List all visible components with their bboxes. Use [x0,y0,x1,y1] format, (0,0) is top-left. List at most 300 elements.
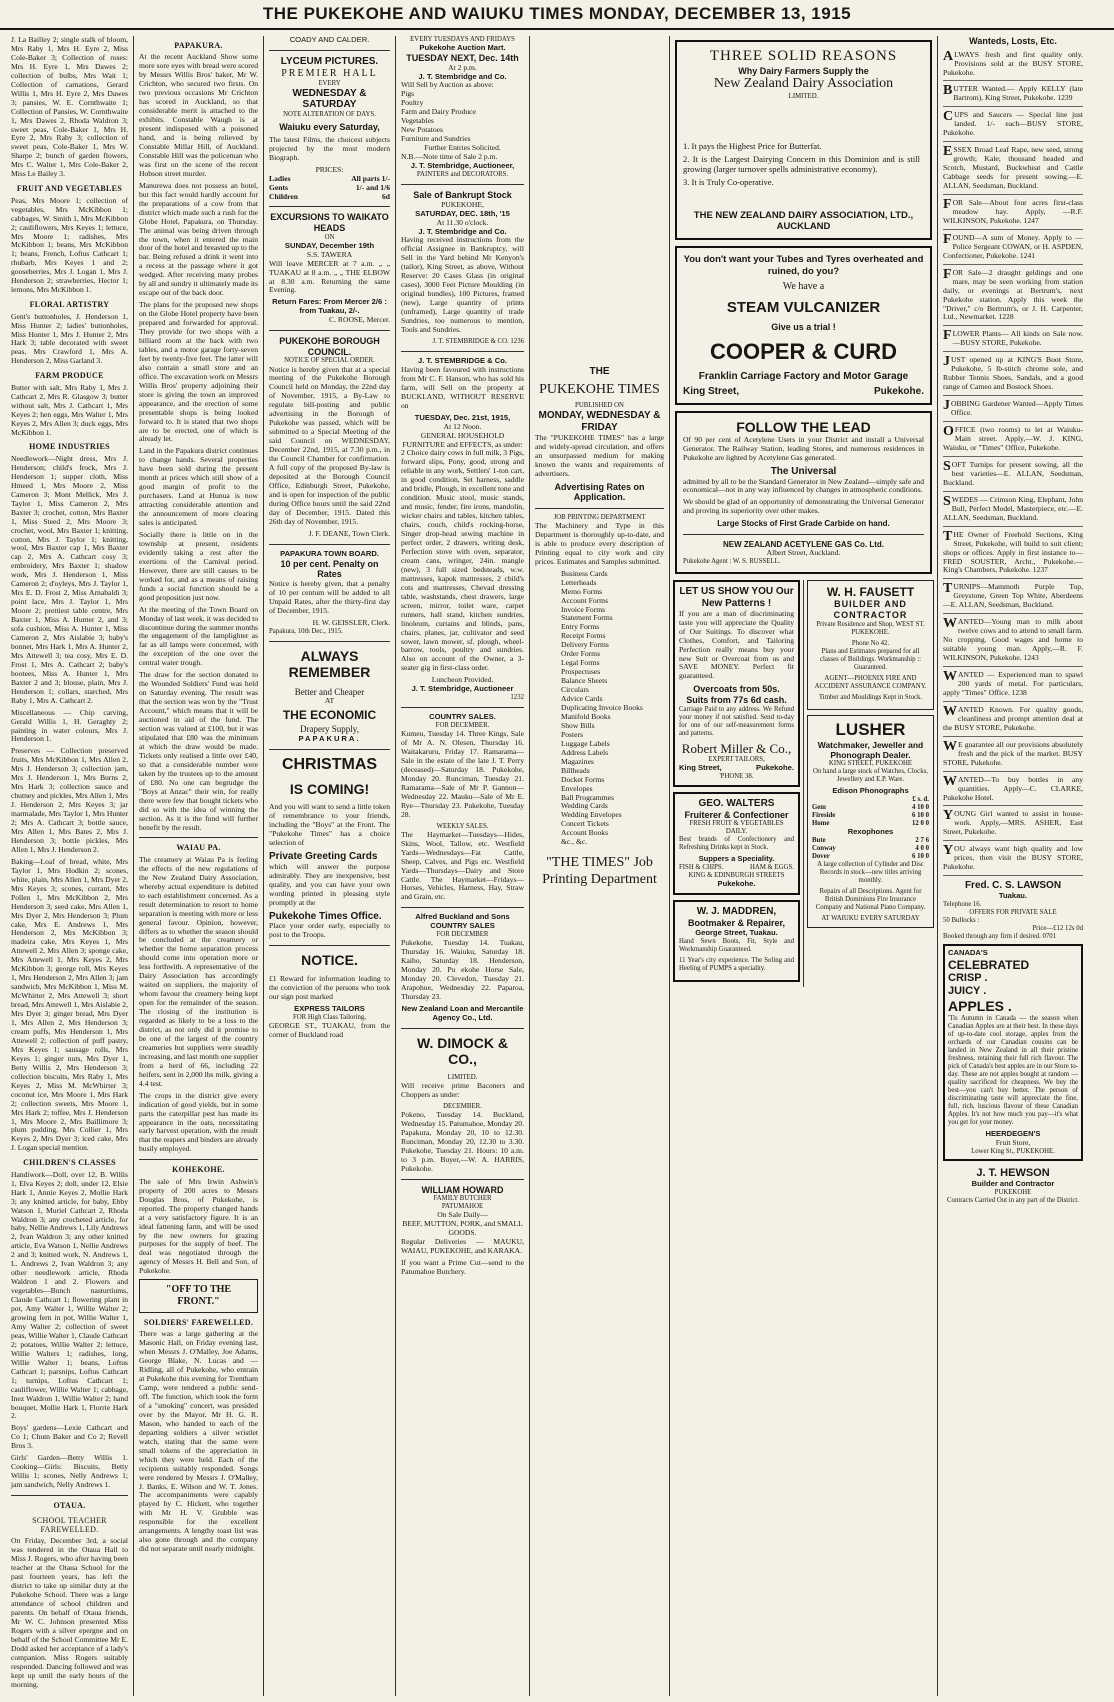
reason-3: 3. It is Truly Co-operative. [683,176,774,187]
masthead-title: THE PUKEKOHE AND WAIUKU TIMES MONDAY, DECEMBER 13, 1915 [262,3,852,23]
penalty-sign: H. W. GEISSLER, Clerk. [312,617,390,627]
column-notices-1 [264,36,396,1696]
give-trial: Give us a trial ! [771,322,836,333]
divider [139,837,258,838]
lyceum-title: LYCEUM PICTURES. [280,55,379,67]
excursions-on: ON [324,233,335,241]
list-item: Poultry [401,98,424,108]
list-item: TURNIPS—Mammoth Purple Top, Greystone, Green Top White, Aberdeens—E. ALLAN, Seedsman, Buckland. [943,583,1083,614]
phonograph-prices [812,796,929,828]
divider [401,907,524,908]
follow-body: Of 90 per cent of Acetylene Users in your District and install a Universal Generator. The Railway Station, leading Stores, and numerous residences in Pukekohe are lighted by Acetylene Gas generated. [683,434,924,462]
list-item: Wedding Envelopes [561,810,622,820]
follow-lead-box [675,411,932,574]
price-row: Ladies All parts 1/- [269,173,390,183]
cooper-question: You don't want your Tubes and Tyres overheated and ruined, do you? [683,254,924,277]
price-row: Conway 4 0 0 [812,844,929,852]
lawson-name: Fred. C. S. LAWSON [964,880,1062,892]
rexophones-title: Rexophones [847,826,894,836]
divider [401,1028,524,1029]
waiau-para-2: The crops in the district give every indication of good yields, but in some parts the caterpillar pest has made its appearance in the oats, necessitating early harvest operation, with the result that the reapers and binders are already busily employed. [139,1090,258,1154]
letus-title: LET US SHOW YOU Our New Patterns ! [679,586,794,609]
list-item: THE Owner of Freehold Sections, King Street, Pukekohe, will build to suit client; shops or offices. Apply in first instance to—FRED SOUSTER, Archt., Pukekohe.—King's Chambers, Pukekohe. 1237 [943,531,1083,580]
penalty-heading: 10 per cent. Penalty on Rates [280,558,379,580]
maddren-ad [673,900,800,981]
stembridge-3: J. T. STEMBRIDGE & Co. [417,355,508,365]
christmas-body: And you will want to send a little token of remembrance to your friends, including the "Boys" at the Front. The "Pukekohe Times" has a choice selection of [269,802,390,848]
price-row: Home 12 0 0 [812,819,929,827]
lusher-waiuku: AT WAIUKU EVERY SATURDAY [821,914,920,922]
juicy-label: JUICY . [948,985,987,998]
list-item: Ball Programmes [561,792,614,802]
fruit-results: Peas, Mrs Moore 1; collection of vegetables, Mrs McKibbon 1; cabbages, W. Smith 1, Mrs McKibbon 2; cauliflowers, Mrs Keyes 1; lettuce, Mrs Moore 1; radishes, Mrs McKibbon 1; beans, Mrs McKibbon 1; beans, French, Loftus Cathcart 1; rhubarb, Mrs Keyes 1 and 2; gooseberries, Mrs J. Logan 1, Mrs J. Henderson 2; strawberries, Hector 1; lemons, Mrs McKibbon 1. [11,195,128,295]
economic-title: THE ECONOMIC [282,708,377,723]
misc-results: Miscellaneous — Chip carving, Gerald Willis 1, H. Geraghty 2; painting in water colours, Mrs J. Henderson 1. [11,707,128,744]
sale-daily: On Sale Daily— [437,1210,488,1220]
booked: Booked through any firm if desired. 0701 [943,933,1057,940]
newspaper-page [6,36,1108,1696]
nzda-ltd: LIMITED. [788,92,819,100]
list-item: FOUND—A sum of Money. Apply to — Police Sergeant COWAN, or H. ASPDEN, Confectioner, Pukekohe. 1241 [943,234,1083,265]
lusher-repairs: Repairs of all Descriptions. Agent for British Dominions Fire Insurance Company and National Piano Company. [815,887,926,911]
the-label: THE [589,366,610,377]
published-on: PUBLISHED ON [575,402,624,410]
fausett-phone: Phone No 42. [851,639,890,647]
list-item: Entry Forms [561,622,600,632]
list-item: Envelopes [561,783,593,793]
floral-results: Gent's buttonholes, J. Henderson 1, Miss Hunter 2; ladies' buttonholes, Miss Hunter 1, Mrs J. Hunter 2, Mrs Hark 3; table decorated with sweet peas, Mrs Crawford 1, Mrs A. Henderson 2, Miss Garland 3. [11,311,128,366]
fruit-heading: FRUIT AND VEGETABLES [16,184,123,194]
dimock-title: W. DIMOCK & CO., [417,1034,508,1068]
divider [269,206,390,207]
borough-sub: NOTICE OF SPECIAL ORDER. [284,357,375,365]
cooper-street: King Street, [683,385,740,397]
floral-heading: FLORAL ARTISTRY [29,300,110,310]
list-item: Account Books [561,828,609,838]
nzda-name: New Zealand Dairy Association [713,76,894,92]
divider [269,50,390,51]
left-lower-ads [670,580,804,987]
list-item: Duplicating Invoice Books [561,702,643,712]
borough-heading: PUKEKOHE BOROUGH COUNCIL. [279,336,380,357]
farm-sale-time: At 12 Noon. [443,421,482,431]
lusher-addr: KING STREET, PUKEKOHE [828,759,913,767]
reasons-list [683,141,924,190]
list-item: Pigs [401,89,415,99]
miller-phone: 'PHONE 38. [719,772,754,780]
kohekohe-heading: KOHEKOHE. [172,1165,225,1175]
price-row: Gents 1/- and 1/6 [269,182,390,192]
list-item: Balance Sheets [561,676,608,686]
canada-label: CANADA'S [948,948,988,958]
divider [401,1179,524,1180]
adv-rates: Advertising Rates on Application. [554,481,645,503]
walters-items [679,864,794,872]
acetylene-agent: Pukekohe Agent : W. S. RUSSELL. [683,558,781,566]
divider [683,534,924,535]
reason-1: 1. It pays the Highest Price for Butterfat. [683,140,822,151]
wanteds-list [943,48,1083,877]
list-item: CUPS and Saucers — Special line just landed. 1/- each—BUSY STORE, Pukekohe. [943,111,1083,142]
weekly-sales: WEEKLY SALES. [436,822,489,830]
maddren-trade: Bootmaker & Repairer, [687,918,786,929]
apples-label: APPLES . [948,998,1012,1015]
divider [269,641,390,642]
soldiers-article: There was a large gathering at the Masonic Hall, on Friday evening last, when Messrs J. O'Malley, Joe Adams, George Blake, N. Lucas and — Ridling, all of Pukekohe, who entrain at Pukekohe this evening for Trentham Camp, were tendered a public send-off. The function, which took the form of a "smoking" concert, was presided over by the Mayor, Mr H. G. R. Mason, who handed to each of the departing soldiers a silver wristlet watch, stating that the same were small tokens of the appreciation in which they were held. Each of the recipients suitably responded. Songs were rendered by Messrs J. O'Malley, J. Banks, E. Wilson and W. T. Jones. The accompaniments were capably played by C. Hickett, who together with Mr H. V. Grubble was responsible for the excellent arrangements. A lengthy toast list was also gone through and the company did not separate until nearly midnight. [139,1329,258,1554]
lusher-stock: On hand a large stock of Watches, Clocks, Jewellery and E.P. Ware. [813,767,928,783]
job-heading: JOB PRINTING DEPARTMENT [553,513,646,521]
list-item: Statement Forms [561,613,613,623]
cooper-address [683,386,924,398]
farm-sale-body: Having been favoured with instructions from Mr C. F. Hanson, who has sold his farm, will Sell on the property at BUCKLAND, WITHOUT RESERVE on [401,364,524,410]
notice-body: £1 Reward for information leading to the conviction of the persons who took our sign post marked [269,973,390,1001]
price-row: Dover 6 10 0 [812,852,929,860]
borough-body: Notice is hereby given that at a special meeting of the Pukekohe Borough Council held on Monday, the 22nd day of November, 1915, a By-Law to regulate bill-posting and public advertising in the Borough of Pukekohe was passed, which will be submitted to a Special Meeting of the said Council on WEDNESDAY, December 22nd, 1915, at 7.30 p.m., in the Council Chamber for confirmation. A full copy of the proposed By-law is deposited at the Borough Council Office, Edinburgh Street, Pukekohe, and is open for inspection of the public during Office hours until the said 22nd day of December, 1915. Dated this 26th day of November, 1915. [269,364,390,526]
penalty-body: Notice is hereby given, that a penalty of 10 per centum will be added to all Unpaid Rates, after the thirty-first day of December, 1915. [269,578,390,615]
will-sell: Will Sell by Auction as above: [401,80,494,90]
fish-chips: FISH & CHIPS. [679,864,724,872]
coady-calder: COADY AND CALDER. [289,36,370,44]
follow-body-2: admitted by all to be the Standard Generator in New Zealand—simply safe and economical—not in any way influenced by changes in atmospheric conditions. [683,476,924,495]
list-item: SOFT Turnips for present sowing, all the best varieties—E. ALLAN, Seedsman, Buckland. [943,461,1083,492]
home-results: Needlework—Night dress, Mrs J. Henderson; child's frock, Mrs J. Henderson 1; supper cloth, Miss Hmeed 1, Mrs Moore 2, Miss Cameron 3; Mont Mellick, Mrs J. Taylor 1, Miss Cameron 2, Mrs Baxter 3; crochet, cotton, Mrs Baxter 1, Miss Steed 2, Mrs Moore 3; crochet, wool, Mrs Baxter 1; knitting, cotton, Mrs J. Taylor 1; knitting, wool, Mrs Baxter cap 1, Mrs Baxter cap 2, Mrs A. Cathcart cosy 3; embroidery, Mrs Baxter 1; shadow work, Mrs J. Henderson 1, Miss Cameron 2; d'oyleys, Mrs J. Taylor 1, Mrs E. D. Frost 2, Miss Arnabaldi 3; point lace, Mrs J. Taylor 1, Mrs Moore 2; prettiest table centre, Mrs Baxter 1, Miss A. Hunter 2, and 3; sofa cushion, Miss A. Hunter 1, Miss Cameron 2, Mrs Aislabie 3; baby's bonnet, Mrs Hark 1, Mrs A. Hunter 2, Mrs Attewell 3; tea cosy, Mrs E. D. Frost 1, Mrs A. Cathcart 2; baby's bootees, Miss A. Hunter 1, Mrs Baxter 2 and 3; blouse, plain, Mrs J. Henderson 1; collars, starched, Mrs Raby 1, Mrs A. Cathcart 2. [11,453,128,705]
children-results: Handiwork—Doll, over 12, B. Willis 1, Elva Keyes 2; doll, under 12, Elsie Hark 1, Annie Keyes 2, Mollie Hark 3; any knitted article, for baby, Ebby Watson 1, Muriel Cathcart 2, Rhoda Waldron 3; any crocheted article, for baby, Nellie Andrews 1, Lily Andrews 2, Ivan Waldron 3; any other knitted article, Eva Watson 1, Nellie Andrews 2 and 3; knitted work, N. Andrews 1, L. Andrews 2, Ivan Waldron 3; any other needlework article, Rhoda Waldron 1 and 2. Flowers and vegetables—Bunch nasturtiums, Claude Cathcart 1; flowering plant in pot, Amy Walter 1, Willie Walter 2; growing fern in pot, Willie Walter 1, Amy Walter 2; collection of sweet peas, Willie Walter 1, Claude Cathcart 2; potatoes, Willie Walter 2; lettuce, Willie Walters 1; radishes, long, Willie Walter 1; beans, Loftus Cathcart 1; parsnips, Loftus Cathcart 1; turnips, Loftus Cathcart 1; cauliflower, Willie Walter 1; cabbage, Inez Waldron 1, Willie Walter 2; hand bouquet, Mollie Hark 1, Florrie Hark 2. [11,1169,128,1421]
borough-sign: J. F. DEANE, Town Clerk. [308,528,390,538]
list-item: WE guarantee all our provisions absolutely fresh and the pick of the market. BUSY STORE, Pukekohe. [943,741,1083,772]
list-item: Invoice Forms [561,604,606,614]
celebrated-label: CELEBRATED [948,957,1030,972]
lusher-trade: Watchmaker, Jeweller and Phonograph Dealer. [817,739,924,760]
walters-name: GEO. WALTERS [698,797,775,809]
list-item: Furniture and Sundries [401,134,471,144]
list-item: Vegetables [401,116,434,126]
column-district-news [134,36,264,1696]
papakura-para-2: Manurewa does not possess an hotel, but this fact would hardly account for the preparations of a cow from that district which made such a rush for the Globe Hotel, Papakura, on Thursday. The animal was being driven through the town, when it entered the main door of the hotel and breasted up to the bar. Being refused a drink it went into a recess at the passage where it got wedged. After receiving many probes by all and sundry it ultimately made its escape out of the back door. [139,180,258,298]
list-item: Docket Forms [561,774,605,784]
divider [401,707,524,708]
general-body: 2 Choice dairy cows in full milk, 3 Pigs, forward slips, Pony, good, strong and reliable in any work, Settlers' 1-ton cart, in good condition, Set harness, saddle and bridle, Plough, in excellent tone and condition. Music stool, music stands, and music, fender, fire irons, mandolin, wicker chairs and tables, kitchen tables, chairs, couch, child's rocking-horse, Singer drop-head sewing machine in perfect order, 2 drawers, writing desk, Perfection stove with oven, separator, cream cans, wringer, 24in. mangle (new), 3 full sized bedsteads, w.w. mattresses, kapok mattresses, 2 child's cots and mattresses, Chevad dressing table, washstands, chest drawers, large screen, mirror, toilet ware, carpet runners, hall stand, kitchen sundries, linoleum, curtains and blinds, pans, chairs, planes, jar, cultivator and seed sower, lawn mower, sf. plough, wheel-barrow, tools, poultry and sundries. Also on account of the Owner, a 3-seater gig in first-class order. [401,448,524,673]
list-item: OFFICE (two rooms) to let at Waiuku-Main street. Apply,—W. J. KING, Waiuku, or "Times" Office, Pukekohe. [943,426,1083,457]
list-item: Prospectuses [561,667,601,677]
auctioneer-1: J. T. Stembridge, Auctioneer, [410,161,515,171]
children-heading: CHILDREN'S CLASSES [23,1158,116,1168]
heerdegen: HEERDEGEN'S [985,1128,1041,1138]
prime-cut: If you want a Prime Cut—send to the Patumahoe Butchery. [401,1257,524,1276]
steam-vulcanizer: STEAM VULCANIZER [726,298,881,316]
walters-corner: KING & EDINBURGH STREETS [688,872,785,880]
papakura-heading: PAPAKURA. [174,41,223,50]
dimock-body: Will receive prime Baconers and Choppers as under: [401,1080,524,1099]
at-2pm: At 2 p.m. [448,62,477,72]
farm-heading: FARM PRODUCE [35,371,104,381]
carriage-paid: Carriage Paid to any address. We Refund your money if not satisfied. Send to-day for one of our self-measurement forms and patterns. [679,705,794,737]
country-sales-list: Kumeu, Tuesday 14. Three Kings, Sale of Mr A. N. Olesen, Thursday 16. Waitakaruru, Friday 17. Ramarama—Sale in the estate of the late J. T. Perry (deceased)—Saturday 18. Pukekohe, Monday 20. Runciman, Tuesday 21. Ramarama—Sale of Mr P. Gannon—Wednesday 22. Mauku—Sale of Mr E. Rye—Thursday 23. Pukekohe, Tuesday 28. [401,729,524,819]
list-item: Farm and Dairy Produce [401,107,476,117]
reasons-text [683,141,924,190]
bullocks-price: Price—£12 12s 0d [1032,924,1083,932]
miller-ad [673,580,800,787]
for-december-2: FOR DECEMBER [436,931,489,939]
excursions-body: Will leave MERCER at 7 a.m. „ „ TUAKAU at 8 a.m. „ „ THE ELBOW at 8.30 a.m. Returning the same Evening. [269,258,390,295]
list-item: YOUNG Girl wanted to assist in house-work. Apply,—MRS. ASHER, East Street, Pukekohe. [943,810,1083,841]
lawson-town: Tuakau. [998,890,1028,900]
lower-king: Lower King St., PUKEKOHE. [971,1147,1055,1155]
regular-deliveries: Regular Deliveries — MAUKU, WAIAU, PUKEKOHE, and KARAKA. [401,1237,524,1255]
lower-ads-row [670,580,937,987]
divider [11,1495,128,1496]
divider [269,749,390,750]
bankrupt-town: PUKEKOHE, [441,199,484,209]
robert-miller: Robert Miller & Co., [681,740,792,756]
three-reasons-ad [670,36,937,574]
three-reasons-sub: Why Dairy Farmers Supply the [738,65,869,76]
auction-items [401,90,524,144]
office-body: Place your order early, especially to post to the Troops. [269,921,390,940]
price-header: £ s. d. [912,795,929,803]
acetylene-co: NEW ZEALAND ACETYLENE GAS Co. Ltd. [722,539,885,549]
dimock-limited: LIMITED. [447,1073,478,1081]
column-times-ad [530,36,670,1696]
maddren-name: W. J. MADDREN, [696,906,777,918]
country-sales-heading: COUNTRY SALES. [429,712,496,722]
girls-garden: Girls' Garden—Betty Willis 1. Cooking—Girls: Biscuits, Betty Willis 1; scones, Nelly Andrews 1; jam sandwich, Nelly Andrews 1. [11,1453,128,1490]
cooper-factory: Franklin Carriage Factory and Motor Garage [698,370,909,382]
lusher-ad [807,715,934,928]
fausett-ad [807,580,934,710]
results-intro: J. La Bailley 2; single stalk of bloom, Mrs Raby 1, Mrs H. Eyre 2, Miss Cole-Baker 3; Collection of roses: Mrs H. Eyre 1, Mrs Dawes 2; collection of bulbs, Mrs Wait 1; Collection of carnations, Gerard Willis 1, Mrs H. Eyre 2, Mrs Dawes 3; pansies, W. E. Cornthwaite 1; Collection of Pansies, W. Cornthwaite 1, Mrs Dawes 2, Rhoda Waldron 3; sweet peas, Cole-Baker 1, Mrs H. Eyre 2, Mrs Raby 3; collection of sweet peas, Cole-Baker 1, Mrs W. Sharpe 2; bunch of garden flowers, Mrs C. Walter 1, Mrs Cole-Baker 2, Miss Le Bailey 3. [11,36,128,179]
list-item: Circulars [561,685,589,695]
papakura-para-5: Socially there is little on in the township at present, residents evidently taking a rest after the exertions of the Carnival period. However, there are still causes to be worked for, and as a means of raising funds a social function should be a good proposition just now. [139,530,258,602]
auction-mart: Pukekohe Auction Mart. [419,43,506,53]
three-reasons-title: THREE SOLID REASONS [709,48,898,64]
weekly-sales-list: The Haymarket—Tuesdays—Hides, Skins, Wool, Tallow, etc. Westfield Yards—Wednesdays—Fat Cattle, Sheep, Calves, and Pigs etc. Westfield Yards—Thursdays—Dairy and Store Cattle. The Haymarket—Fridays—Horses, Vehicles, Harness, Hay, Straw and Grain, etc. [401,829,524,902]
divider [139,1159,258,1160]
price-row: Fireside 6 10 0 [812,811,929,819]
better-cheaper: Better and Cheaper [294,686,365,697]
howard-name: WILLIAM HOWARD [421,1184,504,1195]
list-item: JOBBING Gardener Wanted—Apply Times Office. [943,400,1083,422]
home-heading: HOME INDUSTRIES [29,442,110,452]
list-item: YOU always want high quality and low prices, then visit the BUSY STORE, Pukekohe. [943,845,1083,876]
premier-hall: PREMIER HALL [281,67,378,79]
divider [269,544,390,545]
follow-title: FOLLOW THE LEAD [736,419,871,436]
hewson-body: Contracts Carried Out in any part of the District. [947,1196,1079,1204]
drapery-supply: Drapery Supply, [300,724,359,735]
excursions-date: SUNDAY, December 19th [284,240,375,250]
list-item: JUST opened up at KING'S Boot Store, Pukekohe, 5 lb-stitch chrome sole, and Rubber Tennis Shoes, Sandals, and a good range of Cameo and Bostock Shoes. [943,356,1083,396]
miller-town: Pukekohe. [756,763,794,773]
list-item: Show Bills [561,720,595,730]
divider [269,330,390,331]
country-sales-2: COUNTRY SALES [430,921,495,931]
nzda-footer: THE NEW ZEALAND DAIRY ASSOCIATION, LTD., AUCKLAND [693,209,914,233]
price-row: Children 6d [269,191,390,201]
soldiers-heading: SOLDIERS' FAREWELLED. [143,1317,254,1327]
sale-items: BEEF, MUTTON, PORK, and SMALL GOODS. [402,1219,523,1238]
films-desc: The latest Films, the choicest subjects projected by the most modern Biograph. [269,134,390,162]
general-furniture: GENERAL HOUSEHOLD FURNITURE and EFFECTS, as under: [402,430,523,449]
papakura-board: PAPAKURA TOWN BOARD. [280,548,379,558]
further-entries: Further Entries Solicited. [424,143,501,153]
walters-town: Pukekohe. [717,879,756,889]
note-alteration: NOTE ALTERATION OF DAYS. [283,111,376,119]
list-item: WANTED — Experienced man to spawl 200 yards of metal. For particulars, apply "Times" Office. 1238 [943,671,1083,702]
nb-note: N.B.—Note time of Sale 2 p.m. [401,152,498,162]
universal-title: The Universal [770,465,837,477]
every-tues-fri: EVERY TUESDAYS AND FRIDAYS [410,36,515,43]
crisp-label: CRISP . [948,972,988,985]
walters-trade: Fruiterer & Confectioner [684,809,789,820]
cooper-town: Pukekohe. [873,385,924,397]
bankrupt-time: At 11.30 o'clock. [436,217,489,227]
lusher-records: A large collection of Cylinder and Disc Records in stock—new titles arriving monthly. [817,860,924,884]
off-to-front-box: "OFF TO THE FRONT." [139,1279,258,1313]
miller-street: King Street, [679,763,722,773]
auctioneer-num: 1232 [510,694,524,702]
list-item: WANTED—Young man to milk about twelve cows and to attend to small farm. No cropping. Good wages and home to suitable young man. Apply,—R. F. WILKINSON, Pukekohe. 1243 [943,618,1083,667]
list-item: Wedding Cards [561,801,608,811]
alfred-buckland: Alfred Buckland and Sons [415,912,510,922]
list-item: Manifold Books [561,711,611,721]
list-item: Advice Cards [561,694,603,704]
list-item: Posters [561,729,583,739]
fausett-timber: Timber and Mouldings Kept in Stock. [818,693,923,701]
lusher-name: LUSHER [835,719,906,739]
cooper-curd-title: COOPER & CURD [709,338,897,364]
list-item: New Potatoes [401,125,443,135]
times-job-dept: "THE TIMES" Job Printing Department [542,855,657,887]
stembridge-1: J. T. Stembridge and Co. [418,71,507,81]
lawson-tele: Telephone 16. [943,900,982,908]
bullocks: 50 Bullocks : [943,916,980,924]
express-sub: FOR High Class Tailoring, [292,1013,367,1021]
right-lower-ads [804,580,937,987]
stembridge-2: J. T. Stembridge and Co. [418,226,507,236]
waiau-heading: WAIAU PA. [176,843,221,853]
papakura-town: PAPAKURA. [298,733,361,743]
bankrupt-date: SATURDAY, DEC. 18th, '15 [415,208,510,218]
prices-table [269,175,390,202]
farm-sale-date: TUESDAY, Dec. 21st, 1915, [414,412,511,422]
painters: PAINTERS and DECORATORS. [416,171,509,179]
walters-suppers: Suppers a Speciality. [698,854,775,864]
rexophone-prices [812,837,929,861]
kohekohe-article: The sale of Mrs Irwin Ashwin's property of 200 acres to Messrs Douglas Bros, of Pukekohe, is reported. The property changed hands at a very satisfactory figure. It is an ideal fattening farm, and will be used by the new owners for grazing purposes for the supply of beef. The deal was negotiated through the agency of Messrs H. Bell and Son, of Pukekohe. [139,1176,258,1276]
waiuku-saturday: Waiuku every Saturday, [279,122,380,133]
list-item: WANTED—To buy bottles in any quantities. Apply—C. CLARKE, Pukekohe Hotel. [943,776,1083,807]
ham-eggs: HAM & EGGS. [750,864,794,872]
bankrupt-heading: Sale of Bankrupt Stock [413,190,512,201]
waiau-para-1: The creamery at Waiau Pa is feeling the effects of the new regulations of the New Zealand Dairy Association, whereby actual expenditure is debited to each establishment concerned. As a result determination to resort to home separation is meeting with more or less general favour. Opinion, however, differs as to whether the season should be concluded at the creamery or whether the home separation process should come into operation more or less forthwith. A representative of the Dairy Association has accordingly waited on suppliers, the majority of whom favour the creamery being kept open for the remainder of the season. The closing of the institution is regarded as likely to be a loss to the district, as not only did it promise to be one of the largest of the country creameries but suppliers were steadily increasing, and last month one supplier from a herd of 66, including 22 heifers, sent in 2,000 lbs milk, giving a 4.4 test. [139,854,258,1088]
howard-trade: FAMILY BUTCHER [433,1195,492,1203]
baking-results: Baking—Loaf of bread, white, Mrs Taylor 1, Mrs Hodkin 2; scones, white, plain, Mrs Allen 1, Mrs Dyer 2, Mrs Keyes 3; scones, currant, Mrs Pollen 1, Mrs McKibbon 2, Mrs Henderson 3; seed cake, Mrs Allen 1, Mrs Dyer 2, Mrs Henderson 3; Plum cake, Mrs E. Andrews 1, Mrs Henderson 2, Mrs McKibbon 3; madeira cake, Mrs Keyes 1, Mrs Attewell 2, Mrs Allen 3; sponge cake, Mrs Attewell 1, Mrs Keyes 2, Mrs McKibbon 3; george roll, Mrs Keyes 1, Mrs Henderson 2, Mrs Allen 3; jam sandwich, Mrs McKibbon 1, Miss M. McWhirter 2, Mrs Attewell 3; short bread, Mrs Attewell 1, Mrs Aislabie 2, Mrs Dyer 3; ginger bread, Mrs Dyer 1, Mrs Allen 2, Mrs Henderson 3; cream puffs, Mrs Henderson 1, Mrs Attewell 2; collection of puff pastry, Mrs Keyes 1; sausage rolls, Mrs Keyes 1; ginger nuts, Mrs Dyer 1, Betty Willis 2, Mrs Henderson 3; collection biscuits, Mrs Raby 1, Mrs Keyes 2, Miss M. McWhirter 3; coconut ice, Mrs Moore 1, Mrs Hark 2; collection sweets, Mrs Moore 1, Mrs Hark 2; toffee, Mrs J. Henderson 1, Mrs Moore 2, Mrs Baillimore 3; plum pudding, Mrs Collier 1, Mrs Keyes 2, Mrs Dyer 3; iced cake, Mrs J. Logan special mention. [11,856,128,1153]
acetylene-addr: Albert Street, Auckland. [766,548,841,558]
divider [401,351,524,352]
nzla: New Zealand Loan and Mercantile Agency Co., Ltd. [401,1003,524,1022]
column-auctions [396,36,530,1696]
list-item: &c., &c. [561,837,588,847]
every-label: EVERY [318,79,341,87]
walters-best: Best brands of Confectionery and Refreshing Drinks kept in Stock. [679,836,794,852]
fausett-trade: BUILDER AND CONTRACTOR [833,599,908,620]
wed-sat: WEDNESDAY & SATURDAY [292,87,367,111]
we-have: We have a [782,280,825,292]
private-cards: Private Greeting Cards [269,851,378,863]
maddren-hand: Hand Sewn Boots, Fit, Style and Workmanship Guaranteed. [679,937,794,953]
carbide-stock: Large Stocks of First Grade Carbide on hand. [717,519,890,529]
column-show-results [6,36,134,1696]
list-item: Delivery Forms [561,640,609,650]
fausett-name: W. H. FAUSETT [826,585,915,600]
price-row: Gem 4 10 0 [812,803,929,811]
list-item: WANTED Known. For quality goods, cleanliness and prompt attention deal at the BUSY STORE, Pukekohe. [943,706,1083,737]
farm-results: Butter with salt, Mrs Raby 1, Mrs J. Cathcart 2, Mrs R. Glasgow 3; butter without salt, Mrs J. Cathcart 1, Mrs Keyes 2; hen eggs, Mrs Walter 1, Mrs Keyes 2, Mrs Allen 3; duck eggs, Mrs McKibbon 1. [11,382,128,437]
list-item: Letterheads [561,577,597,587]
list-item: Order Forms [561,649,601,659]
christmas-title: CHRISTMAS [281,755,378,773]
papakura-para-4: Land in the Papakura district continues to change hands. Several properties have been sold during the present month at prices which still show of a good margin of profit to the purchasers. Land at Hunua is now attracting considerable attention and the announcement of more clearing sales is anticipated. [139,446,258,528]
auctioneer-2: J. T. Stembridge, Auctioneer [411,684,514,694]
overcoats: Overcoats from 50s. [693,684,780,695]
wanteds-heading: Wanteds, Losts, Etc. [969,36,1057,46]
list-item: Concert Tickets [561,819,609,829]
price-row: Bute 2 7 6 [812,836,929,844]
private-body: which will answer the purpose admirably. They are inexpensive, best quality, and you can have your own wording printed in pleasing style promptly at the [269,861,390,907]
list-item: FOR Sale—About four acres first-class meadow hay. Apply, —R.F. WILKINSON, Pukekohe. 1247 [943,199,1083,230]
apples-ad [943,944,1083,1161]
papakura-para-6: At the meeting of the Town Board on Monday of last week, it was decided to discontinue during the summer months the engagement of the lamplighter as far as all lamps were concerned, with the exception of the one over the central water trough. [139,604,258,668]
three-reasons-box [675,40,932,240]
bankrupt-body: Having received instructions from the official Assignee in Bankruptcy, will Sell in the Yard behind Mr Kenyon's (tailor), King Street, as above, Without Reserve: 20 Cases Glass (in original cases), 3000 Feet Picture Moulding (in original bundles), 100 Pictures, framed (new), Large quantity of prints (unframed), Large quantity of trade Sundries, too numerous to mention, Tools and Sundries. [401,235,524,334]
list-item: Billheads [561,765,590,775]
prices-heading: PRICES: [315,164,344,174]
dimock-list: Pokeno, Tuesday 14. Buckland, Wednesday 15. Patumahoe, Monday 20. Papakura, Monday 20, 10 to 12.30. Runciman, Monday 20, 12.30 to 3.30. Pukekohe, Tuesday 21. Hours: 10 a.m. to 3 p.m. Buyer,—W. A. HARRIS, Pukekohe. [401,1109,524,1173]
hewson-name: J. T. HEWSON [976,1166,1050,1179]
excursions-heading: EXCURSIONS TO WAIKATO HEADS [270,212,389,234]
list-item: Receipt Forms [561,631,606,641]
divider [401,184,524,185]
times-office: Pukekohe Times Office. [269,910,382,922]
fausett-res: Private Residence and Shop, WEST ST. PUKEKOHE. [816,620,925,636]
list-item: Memo Forms [561,586,603,596]
spacer [535,36,664,366]
column-wanteds [938,36,1088,1696]
miller-address [679,764,794,773]
job-list [535,570,664,848]
cooper-curd-box [675,246,932,405]
list-item: Magazines [561,756,594,766]
list-item: ESSEX Broad Leaf Rape, new seed, strong growth; Kale; thousand headed and Scotch, Mustard, Buckwheat and Cattle Cabbage seeds for present sowing.—E. ALLAN, Seedsman, Buckland. [943,146,1083,195]
job-body: The Machinery and Type in this Department is thoroughly up-to-date, and is able to produce every description of Printing equal to city work and city prices. Estimates and Samples submitted. [535,520,664,566]
tuesday-next: TUESDAY NEXT, Dec. 14th [406,52,519,63]
maddren-years: 11 Year's city experience. The Soling and Heeling of PUMPS a speciality. [679,956,794,972]
list-item: Account Forms [561,595,609,605]
publish-days: MONDAY, WEDNESDAY & FRIDAY [538,410,661,434]
divider [269,945,390,946]
otaua-article: On Friday, December 3rd, a social was tendered in the Otaua Hall to Miss J. Rogers, who after having been teacher at the Otaua School for the past fourteen years, has left the district to take up similar duty at the Pukekohe School. There was a large attendance of school children and parents. On behalf of Otaua friends, Mr W. C. Johnson presented Miss Rogers with a silver epergne and on behalf of the School Committee Mr E. Dodd asked her acceptance of a lady's companion. Miss Rogers suitably responded. Dancing followed and was kept up until the early hours of the morning. [11,1536,128,1689]
masthead [0,0,1114,30]
penalty-date: Papakura, 10th Dec., 1915. [269,627,343,635]
fausett-plans: Plans and Estimates prepared for all classes of Buildings. Workmanship :: Guaranteed. [819,647,922,671]
preserves-results: Preserves — Collection preserved fruits, Mrs McKibbon 1, Mrs Allen 2, Mrs J. Henderson 3; collection jam, Mrs J. Henderson 1, Mrs Burns 2, Mrs Hark 3; collection sauce and chutney and pickles, Mrs Allen 1, Mrs J. Henderson 2, Mrs Keyes 3; jar marmalade, Mrs Taylor 1, Mrs Hunter 2; Mrs A. Cathcart 3; bottle sauce, Mrs Allen 1, Mrs Bates 2, Mrs J. Henderson 3; bottle pickles, Mrs Allen 1, Mrs J. Henderson 2. [11,746,128,854]
for-december: FOR DECEMBER. [435,722,490,730]
notice-title: NOTICE. [301,952,358,969]
offers-private: OFFERS FOR PRIVATE SALE [969,908,1057,916]
excursions-sign: C. ROOSE, Mercer. [329,315,390,325]
pt-body: The "PUKEKOHE TIMES" has a large and widely-spread circulation, and offers an unsurpassed medium for making known the wants and requirements of advertisers. [535,432,664,478]
apples-body: 'Tis Autumn in Canada — the season when Canadian Apples are at their best. In these days of up-to-date cool storage, apples from the orchards of our Canadian cousins can be landed in New Zealand in all their pristine freshness, retaining their full rich flavour. The pick of Canada's best apples are in our Store to-day. These are not apples bought at random — quality sacrificed for cheapness. We buy the best—you can't buy better. The person of discriminating taste will appreciate the fine, full, rich, luscious flavour of these Canadian Apples. It's not how much you pay—it's what you get for your money. [948,1014,1078,1126]
